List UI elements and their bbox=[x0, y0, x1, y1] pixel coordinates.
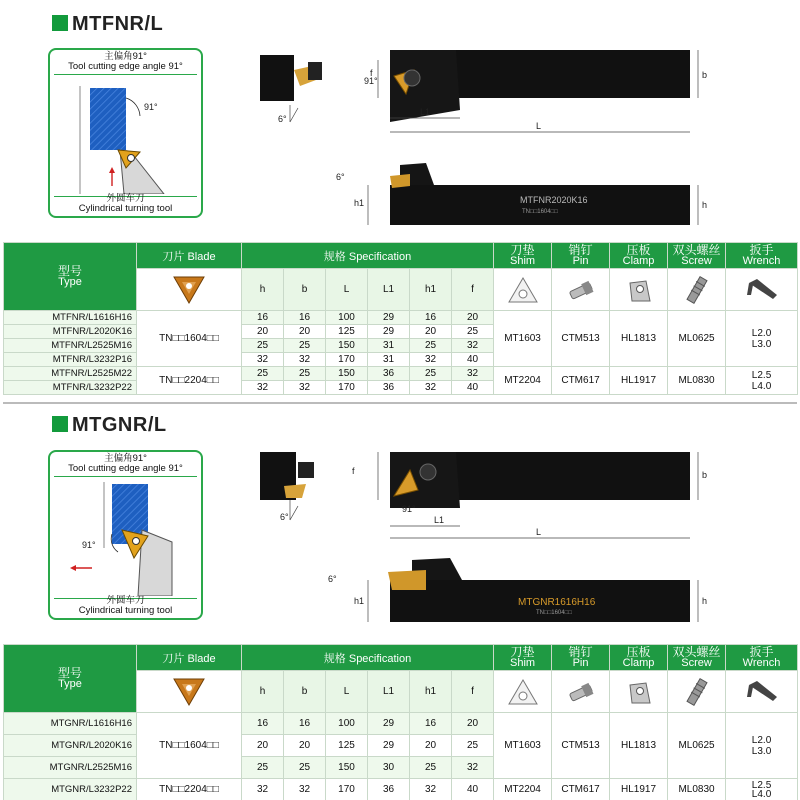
spec-col-f: f bbox=[452, 671, 494, 713]
cell: 32 bbox=[452, 367, 494, 381]
cell: 32 bbox=[452, 339, 494, 353]
diagram-caption: 外圆车刀 Cylindrical turning tool bbox=[78, 595, 173, 616]
workpiece-diagram bbox=[52, 478, 201, 596]
col-spec: 规格 Specification bbox=[242, 645, 494, 671]
col-blade: 刀片 Blade bbox=[137, 243, 242, 269]
cell: 16 bbox=[242, 311, 284, 325]
dim-b: b bbox=[702, 70, 708, 80]
wrench-code: L2.0 L3.0 bbox=[726, 311, 798, 367]
col-clamp: 压板 Clamp bbox=[610, 645, 668, 671]
pin-icon bbox=[552, 671, 610, 713]
dim-f: f bbox=[352, 466, 355, 476]
col-type: 型号 Type bbox=[4, 243, 137, 311]
green-square-icon bbox=[52, 416, 68, 432]
cell: 32 bbox=[410, 779, 452, 800]
cell: 25 bbox=[242, 367, 284, 381]
wrench-code: L2.5 L4.0 bbox=[726, 779, 798, 800]
model-cell: MTFNR/L1616H16 bbox=[4, 311, 137, 325]
cell: 170 bbox=[326, 779, 368, 800]
dim-L: L bbox=[536, 121, 542, 131]
pin-code: CTM617 bbox=[552, 779, 610, 800]
angle-diagram-box bbox=[48, 450, 203, 620]
cell: 36 bbox=[368, 367, 410, 381]
cell: 25 bbox=[284, 339, 326, 353]
spec-col-L1: L1 bbox=[368, 269, 410, 311]
cell: 30 bbox=[368, 757, 410, 779]
screw-code: ML0625 bbox=[668, 713, 726, 779]
clamp-code: HL1917 bbox=[610, 779, 668, 800]
shim-icon bbox=[494, 269, 552, 311]
cell: 16 bbox=[242, 713, 284, 735]
cell: 36 bbox=[368, 381, 410, 395]
screw-code: ML0625 bbox=[668, 311, 726, 367]
cell: 25 bbox=[284, 367, 326, 381]
cell: 32 bbox=[410, 381, 452, 395]
blade-code: TN□□2204□□ bbox=[137, 779, 242, 800]
dim-h: h bbox=[702, 596, 708, 606]
screw-icon bbox=[668, 269, 726, 311]
shim-code: MT2204 bbox=[494, 367, 552, 395]
spec-col-h1: h1 bbox=[410, 671, 452, 713]
angle-91: 91° bbox=[364, 76, 378, 86]
dim-b: b bbox=[702, 470, 708, 480]
dim-L1: L1 bbox=[420, 107, 431, 117]
cell: 20 bbox=[284, 325, 326, 339]
model-cell: MTGNR/L2525M16 bbox=[4, 757, 137, 779]
shim-code: MT1603 bbox=[494, 713, 552, 779]
cell: 32 bbox=[242, 381, 284, 395]
model-cell: MTGNR/L3232P22 bbox=[4, 779, 137, 800]
angle-label: 91° bbox=[144, 102, 158, 112]
cell: 25 bbox=[452, 325, 494, 339]
triangle-insert-icon bbox=[137, 671, 242, 713]
wrench-code: L2.0 L3.0 bbox=[726, 713, 798, 779]
divider bbox=[54, 476, 197, 477]
model-cell: MTFNR/L3232P22 bbox=[4, 381, 137, 395]
wrench-code: L2.5 L4.0 bbox=[726, 367, 798, 395]
cell: 25 bbox=[242, 757, 284, 779]
col-screw: 双头螺丝 Screw bbox=[668, 243, 726, 269]
blade-code: TN□□2204□□ bbox=[137, 367, 242, 395]
angle-91: 91° bbox=[402, 504, 416, 514]
model-cell: MTGNR/L1616H16 bbox=[4, 713, 137, 735]
col-shim: 刀垫 Shim bbox=[494, 645, 552, 671]
cell: 150 bbox=[326, 757, 368, 779]
dim-f: f bbox=[370, 68, 373, 78]
green-square-icon bbox=[52, 15, 68, 31]
col-wrench: 扳手 Wrench bbox=[726, 243, 798, 269]
col-spec: 规格 Specification bbox=[242, 243, 494, 269]
col-screw: 双头螺丝 Screw bbox=[668, 645, 726, 671]
spec-col-h: h bbox=[242, 269, 284, 311]
cell: 25 bbox=[284, 757, 326, 779]
dim-L: L bbox=[536, 527, 542, 537]
clamp-code: HL1813 bbox=[610, 311, 668, 367]
cell: 20 bbox=[242, 325, 284, 339]
cell: 16 bbox=[410, 311, 452, 325]
pin-code: CTM617 bbox=[552, 367, 610, 395]
angle-label: 91° bbox=[82, 540, 96, 550]
cell: 125 bbox=[326, 325, 368, 339]
diagram-caption: 外圆车刀 Cylindrical turning tool bbox=[78, 193, 173, 214]
spec-table bbox=[3, 242, 798, 395]
spec-col-h: h bbox=[242, 671, 284, 713]
section-title: MTFNR/L bbox=[52, 13, 163, 36]
cell: 25 bbox=[410, 757, 452, 779]
blade-code: TN□□1604□□ bbox=[137, 713, 242, 779]
tool-drawing bbox=[250, 30, 720, 235]
stamp-model: MTFNR2020K16 bbox=[520, 195, 588, 205]
clamp-icon bbox=[610, 269, 668, 311]
cell: 29 bbox=[368, 713, 410, 735]
cell: 40 bbox=[452, 353, 494, 367]
dim-h1: h1 bbox=[354, 198, 365, 208]
clamp-code: HL1917 bbox=[610, 367, 668, 395]
cell: 25 bbox=[410, 367, 452, 381]
clamp-icon bbox=[610, 671, 668, 713]
model-cell: MTFNR/L2525M22 bbox=[4, 367, 137, 381]
model-cell: MTFNR/L3232P16 bbox=[4, 353, 137, 367]
cell: 40 bbox=[452, 381, 494, 395]
cell: 40 bbox=[452, 779, 494, 800]
stamp-model: MTGNR1616H16 bbox=[518, 597, 596, 608]
screw-code: ML0830 bbox=[668, 367, 726, 395]
workpiece-diagram bbox=[52, 76, 201, 194]
spec-table bbox=[3, 644, 798, 800]
model-cell: MTGNR/L2020K16 bbox=[4, 735, 137, 757]
side-angle: 6° bbox=[328, 574, 337, 584]
cell: 29 bbox=[368, 735, 410, 757]
cell: 32 bbox=[284, 381, 326, 395]
shim-code: MT1603 bbox=[494, 311, 552, 367]
cell: 32 bbox=[242, 353, 284, 367]
cell: 150 bbox=[326, 367, 368, 381]
cell: 16 bbox=[410, 713, 452, 735]
cell: 125 bbox=[326, 735, 368, 757]
cell: 32 bbox=[242, 779, 284, 800]
wrench-icon bbox=[726, 671, 798, 713]
cell: 29 bbox=[368, 325, 410, 339]
clamp-code: HL1813 bbox=[610, 713, 668, 779]
model-cell: MTFNR/L2525M16 bbox=[4, 339, 137, 353]
cell: 32 bbox=[410, 353, 452, 367]
spec-col-L1: L1 bbox=[368, 671, 410, 713]
section-title: MTGNR/L bbox=[52, 414, 167, 437]
stamp-insert: TN□□1604□□ bbox=[522, 209, 558, 215]
screw-icon bbox=[668, 671, 726, 713]
cell: 20 bbox=[410, 325, 452, 339]
dim-h: h bbox=[702, 200, 708, 210]
cell: 32 bbox=[284, 779, 326, 800]
cell: 20 bbox=[410, 735, 452, 757]
pin-icon bbox=[552, 269, 610, 311]
cell: 20 bbox=[452, 311, 494, 325]
angle-diagram-box bbox=[48, 48, 203, 218]
wrench-icon bbox=[726, 269, 798, 311]
spec-col-b: b bbox=[284, 671, 326, 713]
spec-col-b: b bbox=[284, 269, 326, 311]
spec-col-L: L bbox=[326, 269, 368, 311]
rake-angle-label: 6° bbox=[278, 114, 287, 124]
cell: 170 bbox=[326, 381, 368, 395]
col-shim: 刀垫 Shim bbox=[494, 243, 552, 269]
screw-code: ML0830 bbox=[668, 779, 726, 800]
col-type: 型号 Type bbox=[4, 645, 137, 713]
triangle-insert-icon bbox=[137, 269, 242, 311]
cell: 150 bbox=[326, 339, 368, 353]
spec-col-h1: h1 bbox=[410, 269, 452, 311]
cell: 20 bbox=[242, 735, 284, 757]
col-pin: 销钉 Pin bbox=[552, 243, 610, 269]
cell: 16 bbox=[284, 713, 326, 735]
pin-code: CTM513 bbox=[552, 311, 610, 367]
pin-code: CTM513 bbox=[552, 713, 610, 779]
cell: 32 bbox=[284, 353, 326, 367]
cell: 25 bbox=[410, 339, 452, 353]
dim-L1: L1 bbox=[434, 515, 445, 525]
cell: 100 bbox=[326, 311, 368, 325]
cell: 170 bbox=[326, 353, 368, 367]
tool-drawing bbox=[250, 440, 720, 645]
cell: 36 bbox=[368, 779, 410, 800]
section-mtgnr bbox=[0, 400, 800, 800]
col-pin: 销钉 Pin bbox=[552, 645, 610, 671]
side-angle: 6° bbox=[336, 172, 345, 182]
col-clamp: 压板 Clamp bbox=[610, 243, 668, 269]
col-blade: 刀片 Blade bbox=[137, 645, 242, 671]
dim-h1: h1 bbox=[354, 596, 365, 606]
blade-code: TN□□1604□□ bbox=[137, 311, 242, 367]
cell: 20 bbox=[284, 735, 326, 757]
diagram-header: 主偏角91° Tool cutting edge angle 91° bbox=[68, 51, 183, 72]
cell: 32 bbox=[452, 757, 494, 779]
cell: 25 bbox=[242, 339, 284, 353]
cell: 100 bbox=[326, 713, 368, 735]
shim-code: MT2204 bbox=[494, 779, 552, 800]
divider bbox=[54, 74, 197, 75]
cell: 25 bbox=[452, 735, 494, 757]
stamp-insert: TN□□1604□□ bbox=[536, 610, 572, 616]
model-cell: MTFNR/L2020K16 bbox=[4, 325, 137, 339]
cell: 20 bbox=[452, 713, 494, 735]
diagram-header: 主偏角91° Tool cutting edge angle 91° bbox=[68, 453, 183, 474]
cell: 31 bbox=[368, 339, 410, 353]
cell: 16 bbox=[284, 311, 326, 325]
shim-icon bbox=[494, 671, 552, 713]
col-wrench: 扳手 Wrench bbox=[726, 645, 798, 671]
spec-col-f: f bbox=[452, 269, 494, 311]
rake-angle-label: 6° bbox=[280, 512, 289, 522]
cell: 29 bbox=[368, 311, 410, 325]
cell: 31 bbox=[368, 353, 410, 367]
spec-col-L: L bbox=[326, 671, 368, 713]
